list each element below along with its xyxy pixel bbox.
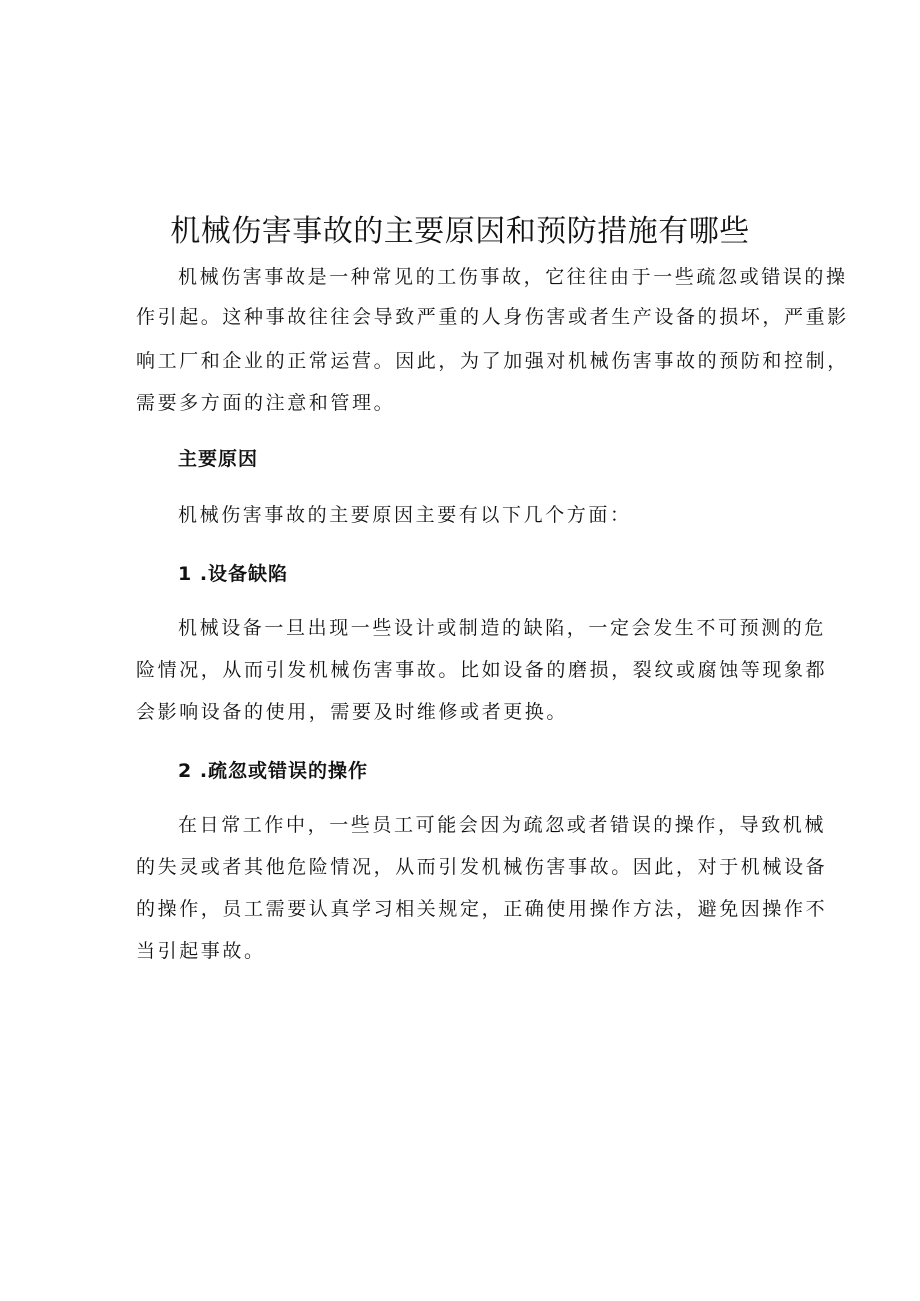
item-2-line-3: 的操作，员工需要认真学习相关规定，正确使用操作方法，避免因操作不 (136, 898, 828, 920)
item-2-line-4: 当引起事故。 (136, 940, 266, 962)
intro-line-1: 机械伤害事故是一种常见的工伤事故，它往往由于一些疏忽或错误的操 (178, 266, 848, 288)
section-heading: 主要原因 (178, 448, 259, 470)
item-2-heading: 2 .疏忽或错误的操作 (178, 760, 369, 782)
section-intro: 机械伤害事故的主要原因主要有以下几个方面： (178, 504, 632, 526)
intro-line-2: 作引起。这种事故往往会导致严重的人身伤害或者生产设备的损坏，严重影 (136, 306, 849, 328)
item-2-line-2: 的失灵或者其他危险情况，从而引发机械伤害事故。因此，对于机械设备 (136, 856, 828, 878)
item-1-heading: 1 .设备缺陷 (178, 563, 289, 585)
document-title: 机械伤害事故的主要原因和预防措施有哪些 (170, 214, 750, 249)
item-1-line-3: 会影响设备的使用，需要及时维修或者更换。 (136, 701, 569, 723)
intro-line-3: 响工厂和企业的正常运营。因此，为了加强对机械伤害事故的预防和控制， (136, 350, 849, 372)
item-1-line-2: 险情况，从而引发机械伤害事故。比如设备的磨损，裂纹或腐蚀等现象都 (136, 659, 828, 681)
item-1-line-1: 机械设备一旦出现一些设计或制造的缺陷，一定会发生不可预测的危 (178, 617, 827, 639)
intro-line-4: 需要多方面的注意和管理。 (136, 392, 396, 414)
item-2-line-1: 在日常工作中，一些员工可能会因为疏忽或者错误的操作，导致机械 (178, 814, 827, 836)
